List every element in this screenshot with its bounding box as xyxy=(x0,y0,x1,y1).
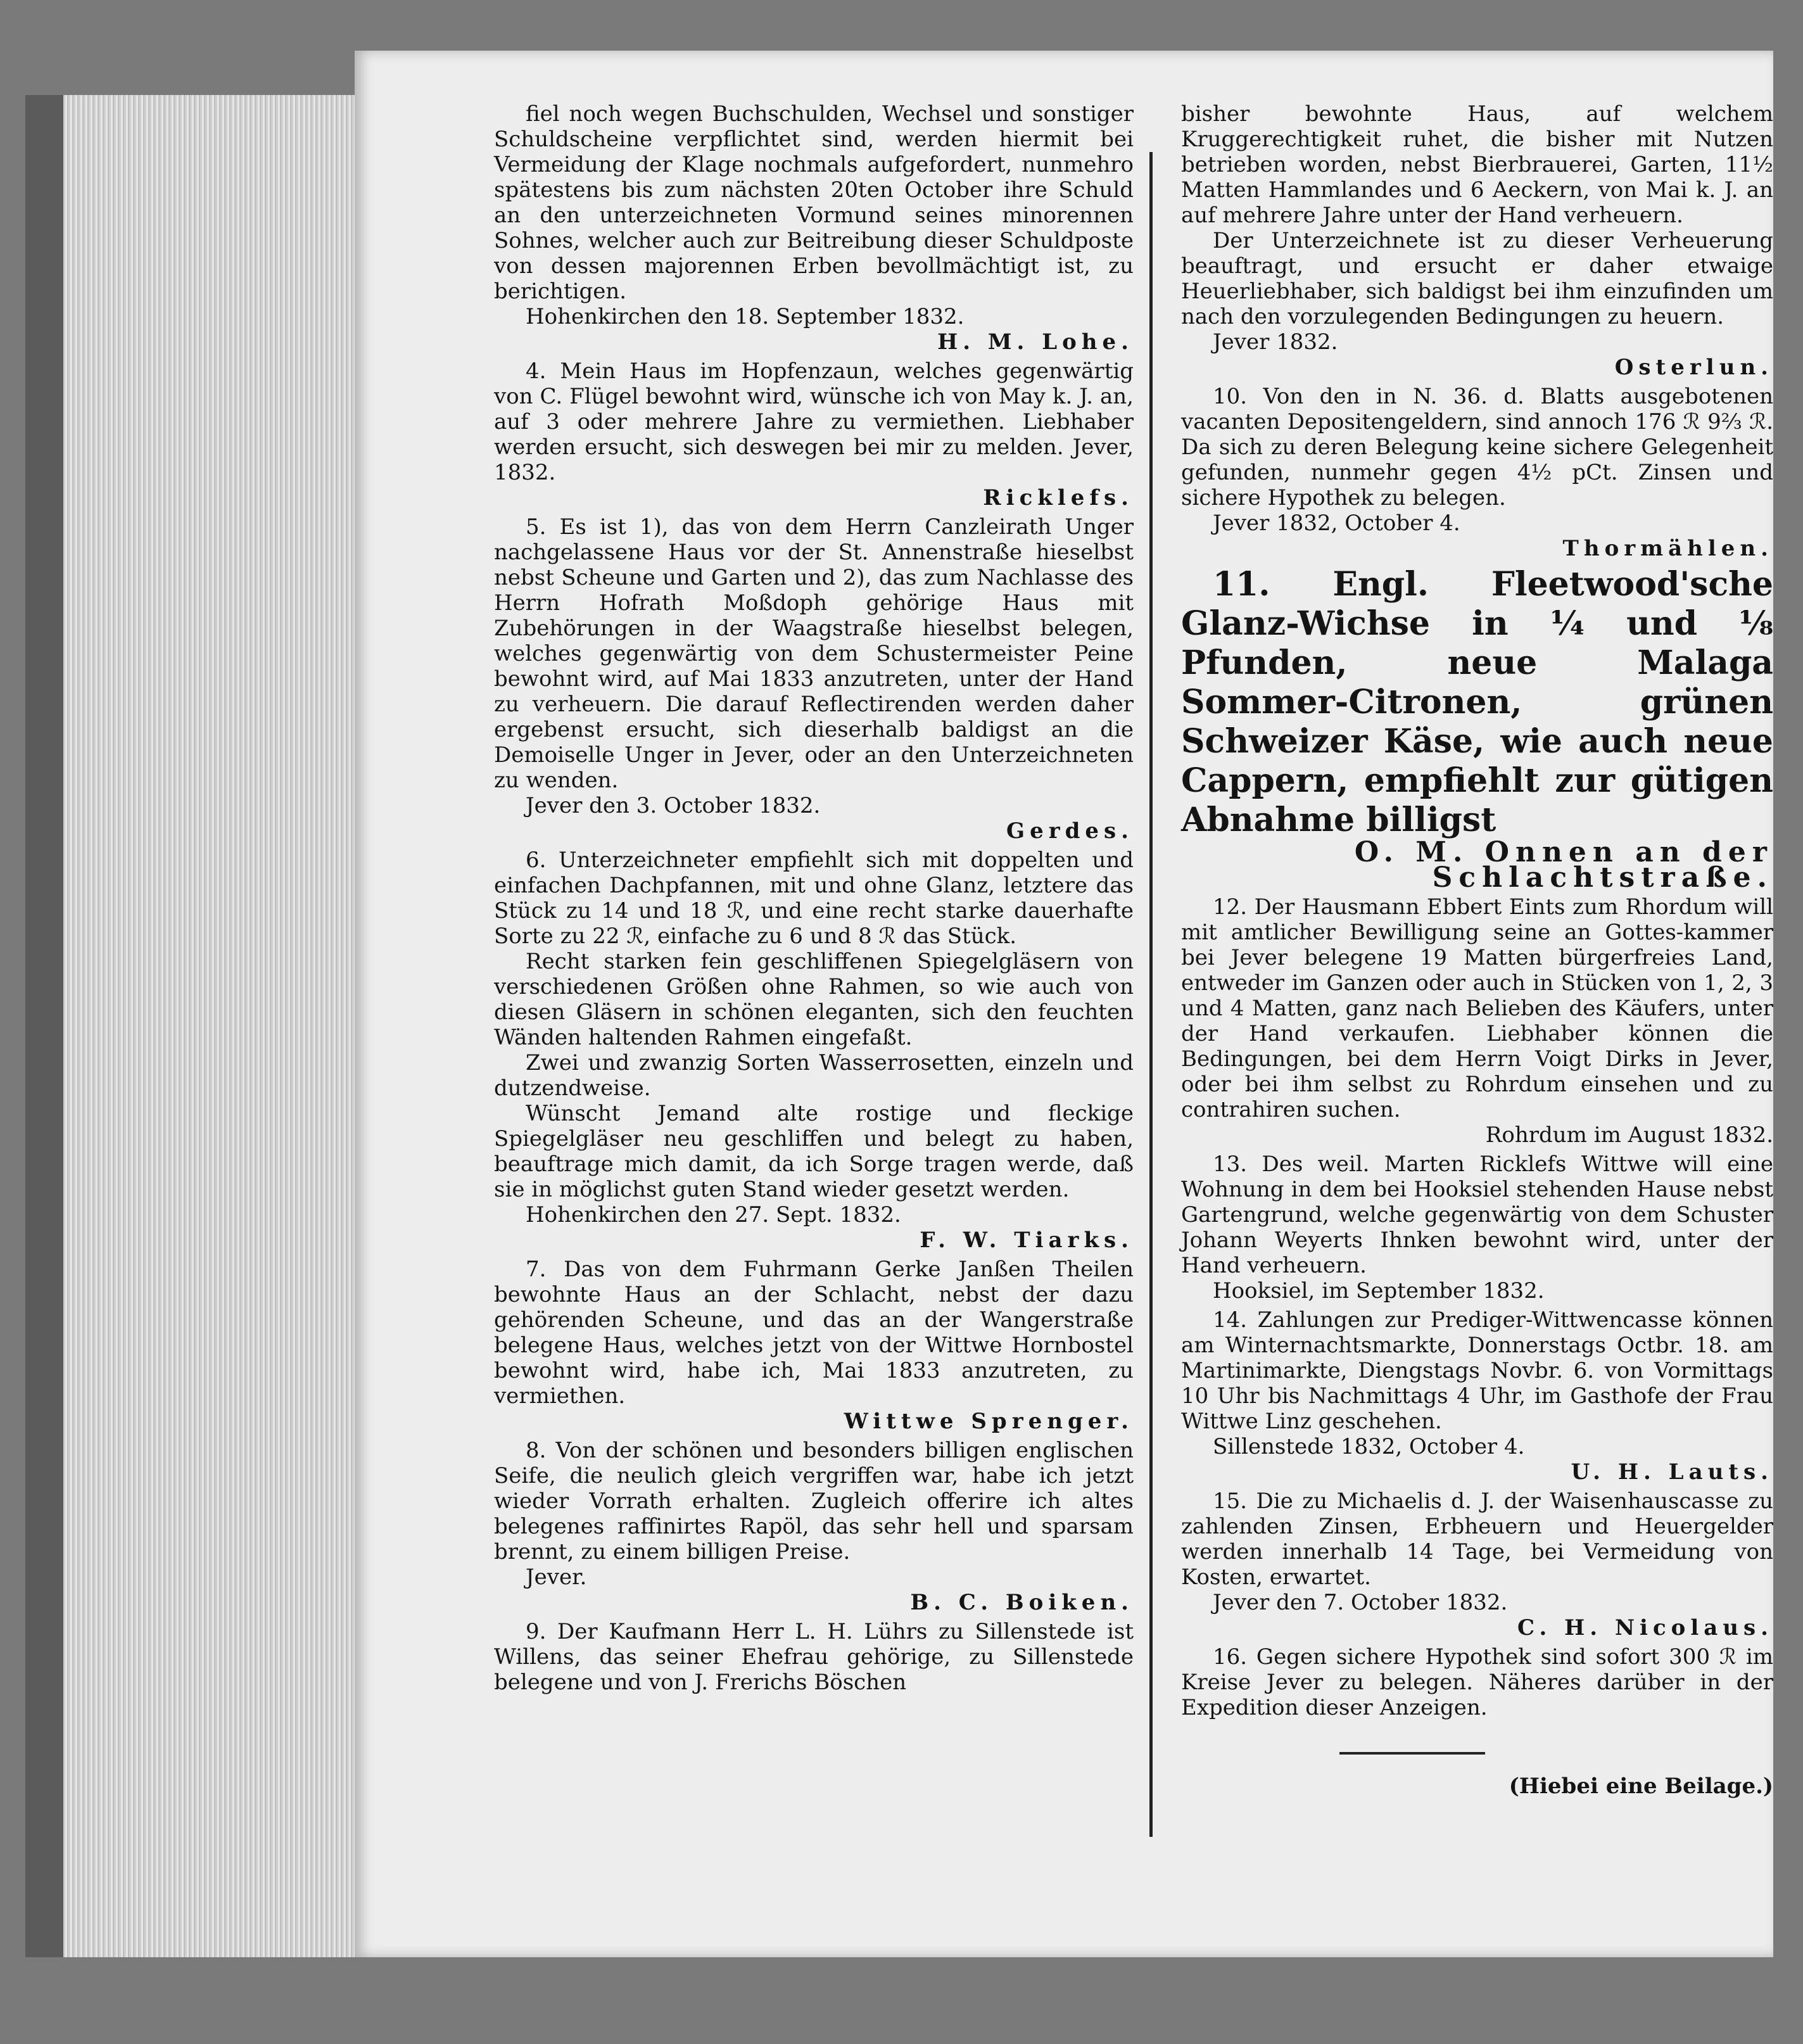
notice-entry xyxy=(494,101,1134,355)
notice-text: Zwei und zwanzig Sorten Wasserrosetten, einzeln und dutzendweise. xyxy=(494,1050,1134,1101)
notice-place-date: Jever. xyxy=(526,1565,587,1590)
notice-place-date: Jever den 7. October 1832. xyxy=(1213,1590,1508,1615)
notice-place-date: Jever 1832. xyxy=(1213,329,1338,355)
notice-signature: B. C. Boiken. xyxy=(910,1590,1134,1615)
notice-text: Der Unterzeichnete ist zu dieser Verheuerung beauftragt, und ersucht er daher etwaige Heuerliebhaber, sich baldigst bei ihm einzufinden um nach den vorzulegenden Bedingungen zu heuern. xyxy=(1181,228,1773,329)
notice-signature: Ricklefs. xyxy=(983,485,1134,511)
notice-place-date: Hooksiel, im September 1832. xyxy=(1213,1278,1545,1304)
notice-text: 4. Mein Haus im Hopfenzaun, welches gegenwärtig von C. Flügel bewohnt wird, wünsche ich von May k. J. an, auf 3 oder mehrere Jahre zu vermiethen. Liebhaber werden ersucht, sich deswegen bei mir zu melden. Jever, 1832. xyxy=(494,359,1134,485)
notice-signature: U. H. Lauts. xyxy=(1571,1459,1773,1485)
notice-entry xyxy=(494,1438,1134,1615)
notice-signature: H. M. Lohe. xyxy=(937,329,1134,355)
notice-entry xyxy=(1181,894,1773,1148)
notice-signature: Wittwe Sprenger. xyxy=(844,1409,1134,1434)
notice-entry xyxy=(1181,1307,1773,1485)
notice-text: 12. Der Hausmann Ebbert Eints zum Rhordum will mit amtlicher Bewilligung seine an Gottes-kammer bei Jever belegene 19 Matten bürgerfreies Land, entweder im Ganzen oder auch in Stücken von 1, 2, 3 und 4 Matten, ganz nach Belieben des Käufers, unter der Hand verkaufen. Liebhaber können die Bedingungen, bei dem Herrn Voigt Dirks in Jever, oder bei ihm selbst zu Rohrdum einsehen und zu contrahiren suchen. xyxy=(1181,894,1773,1122)
left-column xyxy=(494,101,1134,1699)
notice-entry xyxy=(1181,1152,1773,1304)
notice-entry xyxy=(1181,101,1773,380)
notice-text: 7. Das von dem Fuhrmann Gerke Janßen Theilen bewohnte Haus an der Schlacht, nebst der dazu gehörenden Scheune, und das an der Wangerstraße belegene Haus, welches jetzt von der Wittwe Hornbostel bewohnt wird, habe ich, Mai 1833 anzutreten, zu vermiethen. xyxy=(494,1257,1134,1409)
advertisement-text: 11. Engl. Fleetwood'sche Glanz-Wichse in ¼ und ⅛ Pfunden, neue Malaga Sommer-Citronen, grünen Schweizer Käse, wie auch neue Cappern, empfiehlt zur gütigen Abnahme billigst xyxy=(1181,565,1773,839)
notice-place-date: Jever den 3. October 1832. xyxy=(526,793,821,818)
notice-entry xyxy=(494,514,1134,844)
notice-text: Recht starken fein geschliffenen Spiegelgläsern von verschiedenen Größen ohne Rahmen, so wie auch von diesen Gläsern in schönen eleganten, sich den feuchten Wänden haltenden Rahmen eingefaßt. xyxy=(494,949,1134,1050)
closing-rule xyxy=(1339,1752,1485,1755)
notice-entry xyxy=(1181,384,1773,561)
notice-signature: C. H. Nicolaus. xyxy=(1517,1615,1773,1641)
notice-entry xyxy=(494,847,1134,1253)
notice-entry xyxy=(494,1619,1134,1695)
notice-text: 5. Es ist 1), das von dem Herrn Canzleirath Unger nachgelassene Haus vor der St. Annenstraße hieselbst nebst Scheune und Garten und 2), das zum Nachlasse des Herrn Hofrath Moßdoph gehörige Haus mit Zubehörungen in der Waagstraße hieselbst belegen, welches gegenwärtig von dem Schustermeister Peine bewohnt wird, auf Mai 1833 anzutreten, unter der Hand zu verheuern. Die darauf Reflectirenden werden daher ergebenst ersucht, sich dieserhalb baldigst an die Demoiselle Unger in Jever, oder an den Unterzeichneten zu wenden. xyxy=(494,514,1134,793)
book-page-edge xyxy=(25,95,355,1957)
notice-place-date: Hohenkirchen den 18. September 1832. xyxy=(526,304,965,329)
notice-text: 9. Der Kaufmann Herr L. H. Lührs zu Sillenstede ist Willens, das seiner Ehefrau gehörige, zu Sillenstede belegene und von J. Frerichs Böschen xyxy=(494,1619,1134,1695)
supplement-note: (Hiebei eine Beilage.) xyxy=(1509,1774,1773,1799)
notice-text: 8. Von der schönen und besonders billigen englischen Seife, die neulich gleich vergriffen war, habe ich jetzt wieder Vorrath erhalten. Zugleich offerire ich altes belegenes raffinirtes Rapöl, das sehr hell und sparsam brennt, zu einem billigen Preise. xyxy=(494,1438,1134,1565)
advertisement-entry xyxy=(1181,565,1773,894)
notice-text: 10. Von den in N. 36. d. Blatts ausgebotenen vacanten Depositengeldern, sind annoch 176 ℛ 9⅔ ℛ. Da sich zu deren Belegung keine sichere Gelegenheit gefunden, nunmehr gegen 4½ pCt. Zinsen und sichere Hypothek zu belegen. xyxy=(1181,384,1773,511)
notice-entry xyxy=(494,359,1134,511)
notice-text: fiel noch wegen Buchschulden, Wechsel und sonstiger Schuldscheine verpflichtet sind, werden hiermit bei Vermeidung der Klage nochmals aufgefordert, nunmehro spätestens bis zum nächsten 20ten October ihre Schuld an den unterzeichneten Vormund seines minorennen Sohnes, welcher auch zur Beitreibung dieser Schuldposte von dessen majorennen Erben bevollmächtigt ist, zu berichtigen. xyxy=(494,101,1134,304)
notice-text: Wünscht Jemand alte rostige und fleckige Spiegelgläser neu geschliffen und belegt zu haben, beauftrage mich damit, da ich Sorge tragen werde, daß sie in möglichst guten Stand wieder gesetzt werden. xyxy=(494,1101,1134,1202)
notice-entry xyxy=(494,1257,1134,1434)
notice-text: 14. Zahlungen zur Prediger-Wittwencasse können am Winternachtsmarkte, Donnerstags Octbr. 18. am Martinimarkte, Diengstags Novbr. 6. von Vormittags 10 Uhr bis Nachmittags 4 Uhr, im Gasthofe der Frau Wittwe Linz geschehen. xyxy=(1181,1307,1773,1434)
notice-signature: Gerdes. xyxy=(1006,818,1134,844)
notice-text: 6. Unterzeichneter empfiehlt sich mit doppelten und einfachen Dachpfannen, mit und ohne Glanz, letztere das Stück zu 14 und 18 ℛ, und eine recht starke dauerhafte Sorte zu 22 ℛ, einfache zu 6 und 8 ℛ das Stück. xyxy=(494,847,1134,949)
advertisement-signature: O. M. Onnen an der Schlachtstraße. xyxy=(1354,836,1773,894)
notice-place-date: Hohenkirchen den 27. Sept. 1832. xyxy=(526,1202,901,1228)
notice-entry xyxy=(1181,1489,1773,1641)
notice-signature: Thormählen. xyxy=(1562,536,1773,561)
column-divider xyxy=(1149,152,1153,1837)
notice-text: 13. Des weil. Marten Ricklefs Wittwe will eine Wohnung in dem bei Hooksiel stehenden Hause nebst Gartengrund, welche gegenwärtig von dem Schuster Johann Weyerts Ihnken bewohnt wird, unter der Hand verheuern. xyxy=(1181,1152,1773,1278)
notice-place-date: Jever 1832, October 4. xyxy=(1213,511,1460,536)
notice-text: 16. Gegen sichere Hypothek sind sofort 300 ℛ im Kreise Jever zu belegen. Näheres darüber in der Expedition dieser Anzeigen. xyxy=(1181,1644,1773,1720)
notice-place-date: Rohrdum im August 1832. xyxy=(1485,1122,1773,1148)
notice-signature: F. W. Tiarks. xyxy=(920,1228,1134,1253)
notice-place-date: Sillenstede 1832, October 4. xyxy=(1213,1434,1525,1459)
notice-text: bisher bewohnte Haus, auf welchem Kruggerechtigkeit ruhet, die bisher mit Nutzen betrieben worden, nebst Bierbrauerei, Garten, 11½ Matten Hammlandes und 6 Aeckern, von Mai k. J. an auf mehrere Jahre unter der Hand verheuern. xyxy=(1181,101,1773,228)
notice-entry xyxy=(1181,1644,1773,1720)
right-column xyxy=(1181,101,1773,1799)
notice-signature: Osterlun. xyxy=(1614,355,1773,380)
notice-text: 15. Die zu Michaelis d. J. der Waisenhauscasse zu zahlenden Zinsen, Erbheuern und Heuergelder werden innerhalb 14 Tage, bei Vermeidung von Kosten, erwartet. xyxy=(1181,1489,1773,1590)
